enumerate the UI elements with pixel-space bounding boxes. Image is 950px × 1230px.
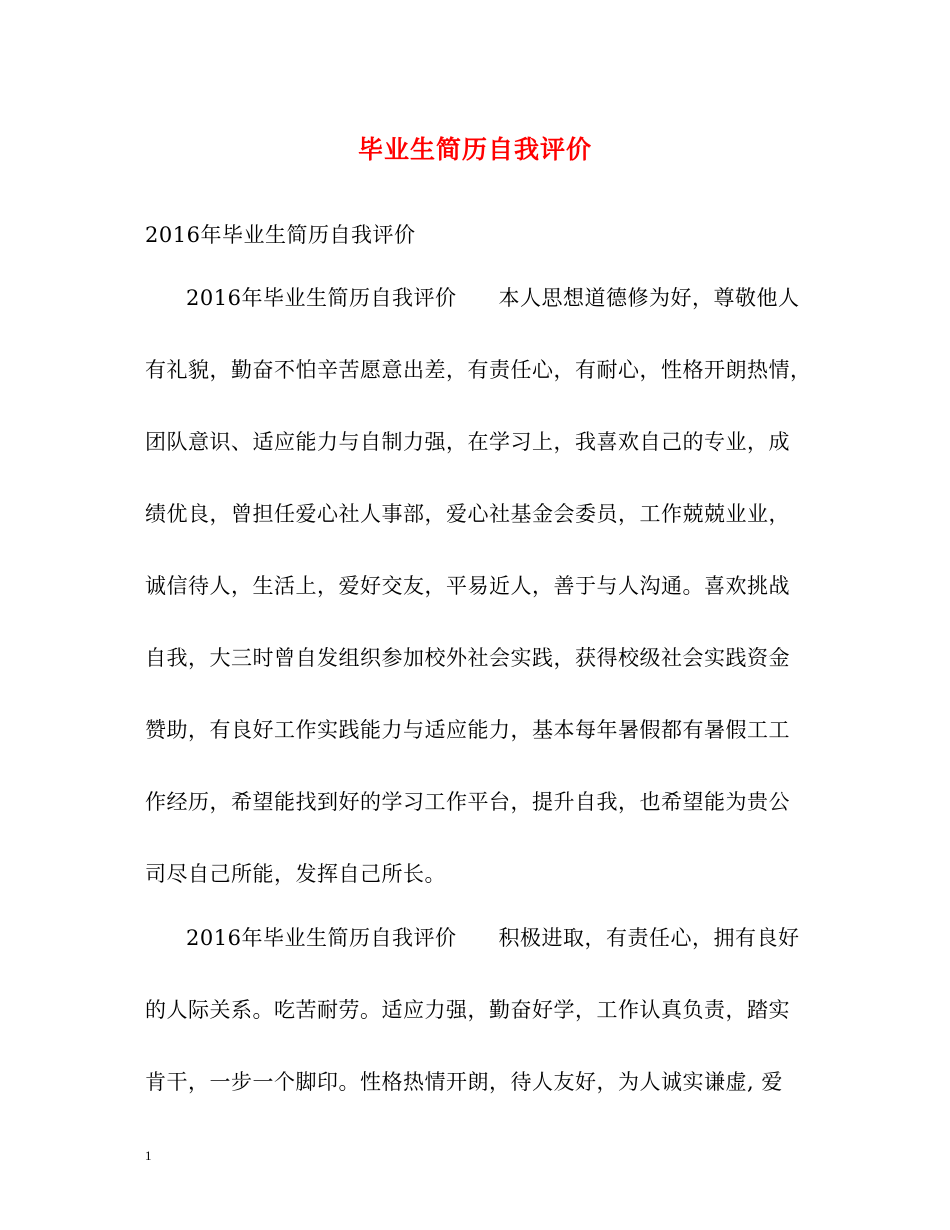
paragraph-line: 的人际关系。吃苦耐劳。适应力强，勤奋好学，工作认真负责，踏实 — [145, 998, 790, 1022]
paragraph-line: 司尽自己所能，发挥自己所长。 — [145, 862, 446, 886]
paragraph-first-line — [186, 283, 799, 313]
paragraph-line: 有礼貌，勤奋不怕辛苦愿意出差，有责任心，有耐心，性格开朗热情， — [145, 358, 812, 382]
paragraph-line: 积极进取，有责任心，拥有良好 — [498, 926, 800, 950]
document-title: 毕业生简历自我评价 — [357, 135, 592, 164]
paragraph-heading: 2016年毕业生简历自我评价 — [186, 926, 457, 950]
paragraph-line: 赞助，有良好工作实践能力与适应能力，基本每年暑假都有暑假工工 — [145, 718, 790, 742]
paragraph-line: 本人思想道德修为好，尊敬他人 — [498, 286, 800, 310]
paragraph-line: 团队意识、适应能力与自制力强，在学习上，我喜欢自己的专业，成 — [145, 430, 790, 454]
document-subtitle: 2016年毕业生简历自我评价 — [145, 223, 416, 247]
paragraph-line: 作经历，希望能找到好的学习工作平台，提升自我，也希望能为贵公 — [145, 790, 790, 814]
paragraph-heading: 2016年毕业生简历自我评价 — [186, 286, 457, 310]
paragraph-line: 绩优良，曾担任爱心社人事部，爱心社基金会委员，工作兢兢业业， — [145, 502, 790, 526]
paragraph-first-line — [186, 923, 799, 953]
paragraph-line: 自我，大三时曾自发组织参加校外社会实践，获得校级社会实践资金 — [145, 646, 790, 670]
paragraph-line: 肯干，一步一个脚印。性格热情开朗，待人友好，为人诚实谦虚, 爱 — [145, 1070, 783, 1094]
paragraph-line: 诚信待人，生活上，爱好交友，平易近人，善于与人沟通。喜欢挑战 — [145, 574, 790, 598]
page-number: 1 — [145, 1148, 152, 1163]
